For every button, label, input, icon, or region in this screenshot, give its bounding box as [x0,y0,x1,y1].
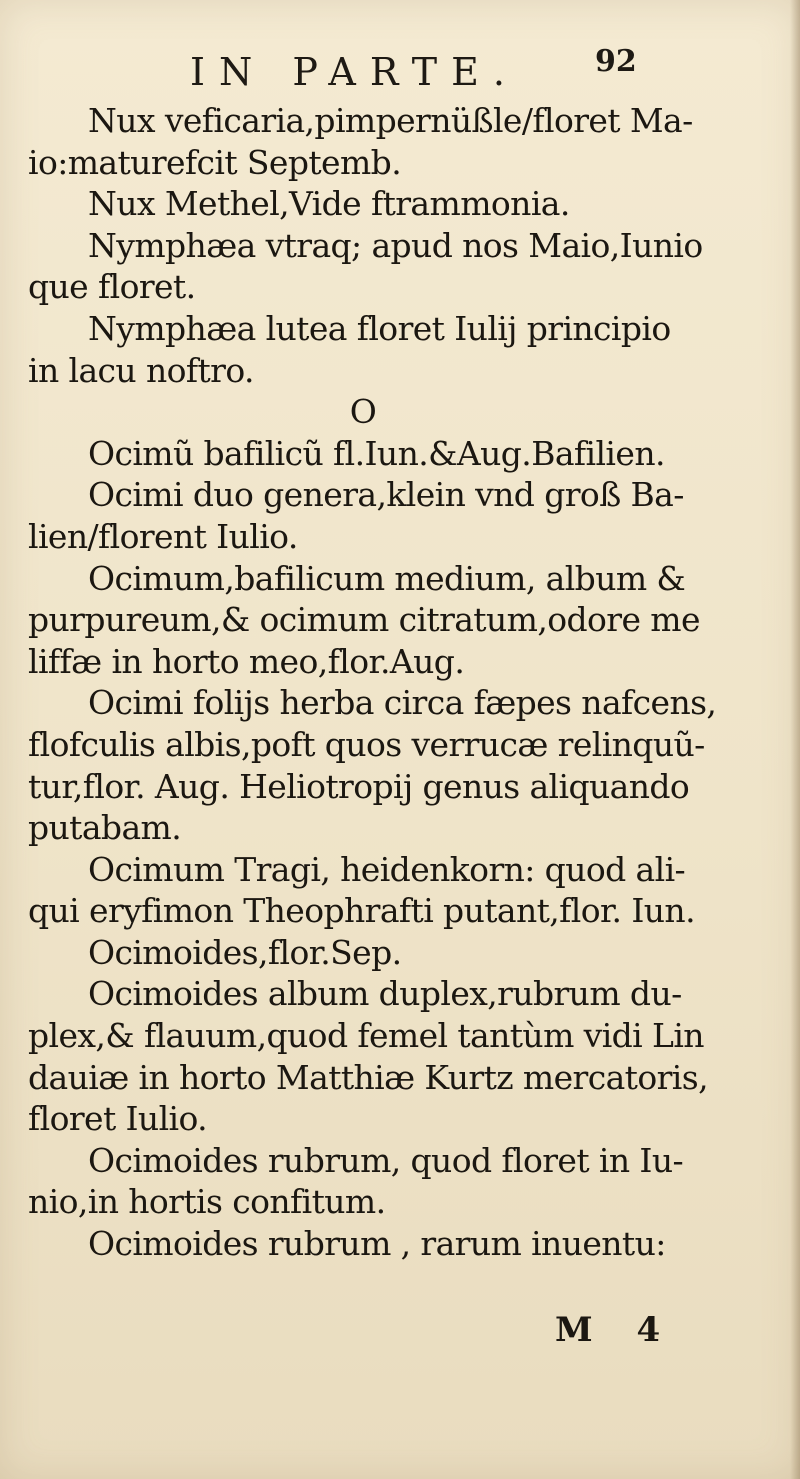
text-line: putabam. [28,808,182,848]
body-text [28,100,788,1265]
text-line: que floret. [28,267,196,307]
signature-mark: M 4 [555,1310,677,1350]
text-line: Nux Methel,Vide ftrammonia. [88,184,570,224]
text-line: Ocimoides rubrum, quod floret in Iu- [88,1140,684,1180]
text-line: Nux veficaria,pimpernüßle/floret Ma- [88,101,693,140]
text-line: Ocimoides album duplex,rubrum du- [88,974,682,1014]
text-line: nio,in hortis confitum. [28,1182,386,1222]
text-line: qui eryfimon Theophrafti putant,flor. Iun. [28,891,695,931]
text-line: liffæ in horto meo,flor.Aug. [28,641,465,681]
text-line: dauiæ in horto Matthiæ Kurtz mercatoris, [28,1057,708,1097]
section-heading: O [349,392,377,432]
text-line: tur,flor. Aug. Heliotropij genus aliquando [28,766,690,806]
text-line: Ocimoides,flor.Sep. [88,932,402,972]
running-head [0,40,800,100]
text-line: io:maturefcit Septemb. [28,142,402,182]
running-title: IN PARTE. [190,50,519,94]
text-line: lien/florent Iulio. [28,516,298,556]
text-line: Ocimoides rubrum , rarum inuentu: [88,1224,666,1264]
text-line: flofculis albis,poft quos verrucæ relinquũ- [28,724,705,764]
text-line: Nymphæa vtraq; apud nos Maio,Iunio [88,225,703,265]
text-line: Ocimum Tragi, heidenkorn: quod ali- [88,849,686,889]
page-edge-shadow [790,0,800,1479]
text-line: Ocimi duo genera,klein vnd groß Ba- [88,475,684,515]
text-line: floret Iulio. [28,1099,208,1139]
text-line: Ocimũ bafilicũ fl.Iun.&Aug.Bafilien. [88,433,665,473]
text-line: purpureum,& ocimum citratum,odore me [28,600,700,640]
text-line: Ocimum,bafilicum medium, album & [88,558,686,598]
text-line: in lacu noftro. [28,350,254,390]
text-line: Ocimi folijs herba circa fæpes nafcens, [88,683,717,723]
page-number: 92 [595,44,637,79]
text-line: Nymphæa lutea floret Iulij principio [88,308,671,348]
text-line: plex,& flauum,quod femel tantùm vidi Lin [28,1016,704,1056]
